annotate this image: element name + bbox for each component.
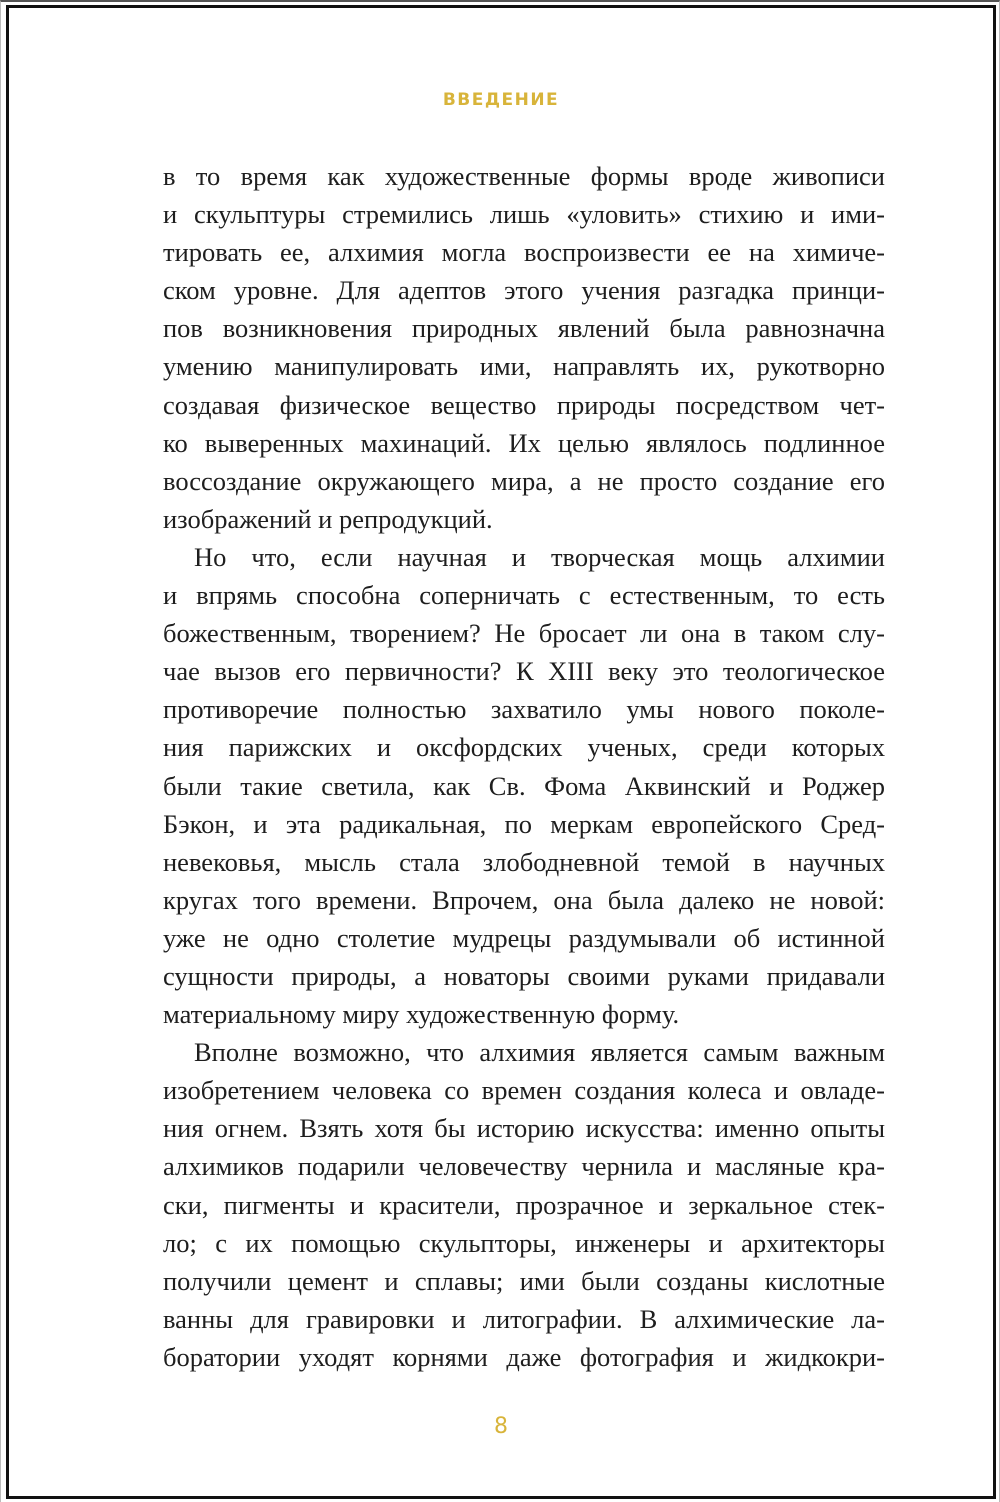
text-line: и скульптуры стремились лишь «уловить» стихию и ими- (163, 199, 885, 230)
page-number: 8 (494, 1414, 508, 1439)
paragraph (163, 1033, 885, 1376)
text-line: ко выверенных махинаций. Их целью являлось подлинное (163, 427, 885, 458)
text-line: пов возникновения природных явлений была равнозначна (163, 313, 885, 344)
text-line: чае вызов его первичности? К XIII веку это теологическое (163, 656, 885, 687)
text-line: получили цемент и сплавы; ими были созданы кислотные (163, 1265, 885, 1296)
text-line: невековья, мысль стала злободневной темой в научных (163, 846, 885, 877)
text-line: ском уровне. Для адептов этого учения разгадка принци- (163, 275, 885, 306)
text-line: Бэкон, и эта радикальная, по меркам европейского Сред- (163, 808, 885, 839)
text-line: изображений и репродукций. (163, 503, 493, 534)
text-line: Вполне возможно, что алхимия является самым важным (194, 1037, 885, 1068)
text-line: ски, пигменты и красители, прозрачное и зеркальное стек- (163, 1189, 885, 1220)
text-line: тировать ее, алхимия могла воспроизвести ее на химиче- (163, 237, 885, 268)
text-line: боратории уходят корнями даже фотография и жидкокри- (163, 1341, 885, 1372)
text-line: божественным, творением? Не бросает ли она в таком слу- (163, 618, 885, 649)
text-line: в то время как художественные формы вроде живописи (163, 161, 885, 191)
text-line: противоречие полностью захватило умы нового поколе- (163, 694, 885, 725)
text-line: кругах того времени. Впрочем, она была далеко не новой: (163, 884, 885, 915)
running-head: ВВЕДЕНИЕ (442, 90, 560, 110)
body-text (163, 157, 885, 1376)
text-line: изобретением человека со времен создания колеса и овладе- (163, 1075, 885, 1106)
text-line: материальному миру художественную форму. (163, 999, 680, 1030)
text-line: и впрямь способна соперничать с естественным, то есть (163, 580, 885, 611)
text-line: создавая физическое вещество природы посредством чет- (163, 389, 885, 420)
text-line: алхимиков подарили человечеству чернила и масляные кра- (163, 1151, 885, 1182)
text-line: ванны для гравировки и литографии. В алхимические ла- (163, 1303, 885, 1334)
page-frame (6, 5, 996, 1499)
text-line: Но что, если научная и творческая мощь алхимии (194, 541, 885, 572)
paragraph (163, 157, 885, 538)
text-line: уже не одно столетие мудрецы раздумывали об истинной (163, 922, 885, 953)
text-line: умению манипулировать ими, направлять их, рукотворно (163, 351, 885, 382)
paragraph (163, 538, 885, 1033)
text-line: ния парижских и оксфордских ученых, среди которых (163, 732, 885, 763)
text-line: воссоздание окружающего мира, а не просто создание его (163, 465, 885, 496)
text-line: ния огнем. Взять хотя бы историю искусства: именно опыты (163, 1113, 885, 1144)
text-line: ло; с их помощью скульпторы, инженеры и архитекторы (163, 1227, 885, 1258)
text-line: были такие светила, как Св. Фома Аквинский и Роджер (163, 770, 885, 801)
text-line: сущности природы, а новаторы своими руками придавали (163, 960, 885, 991)
